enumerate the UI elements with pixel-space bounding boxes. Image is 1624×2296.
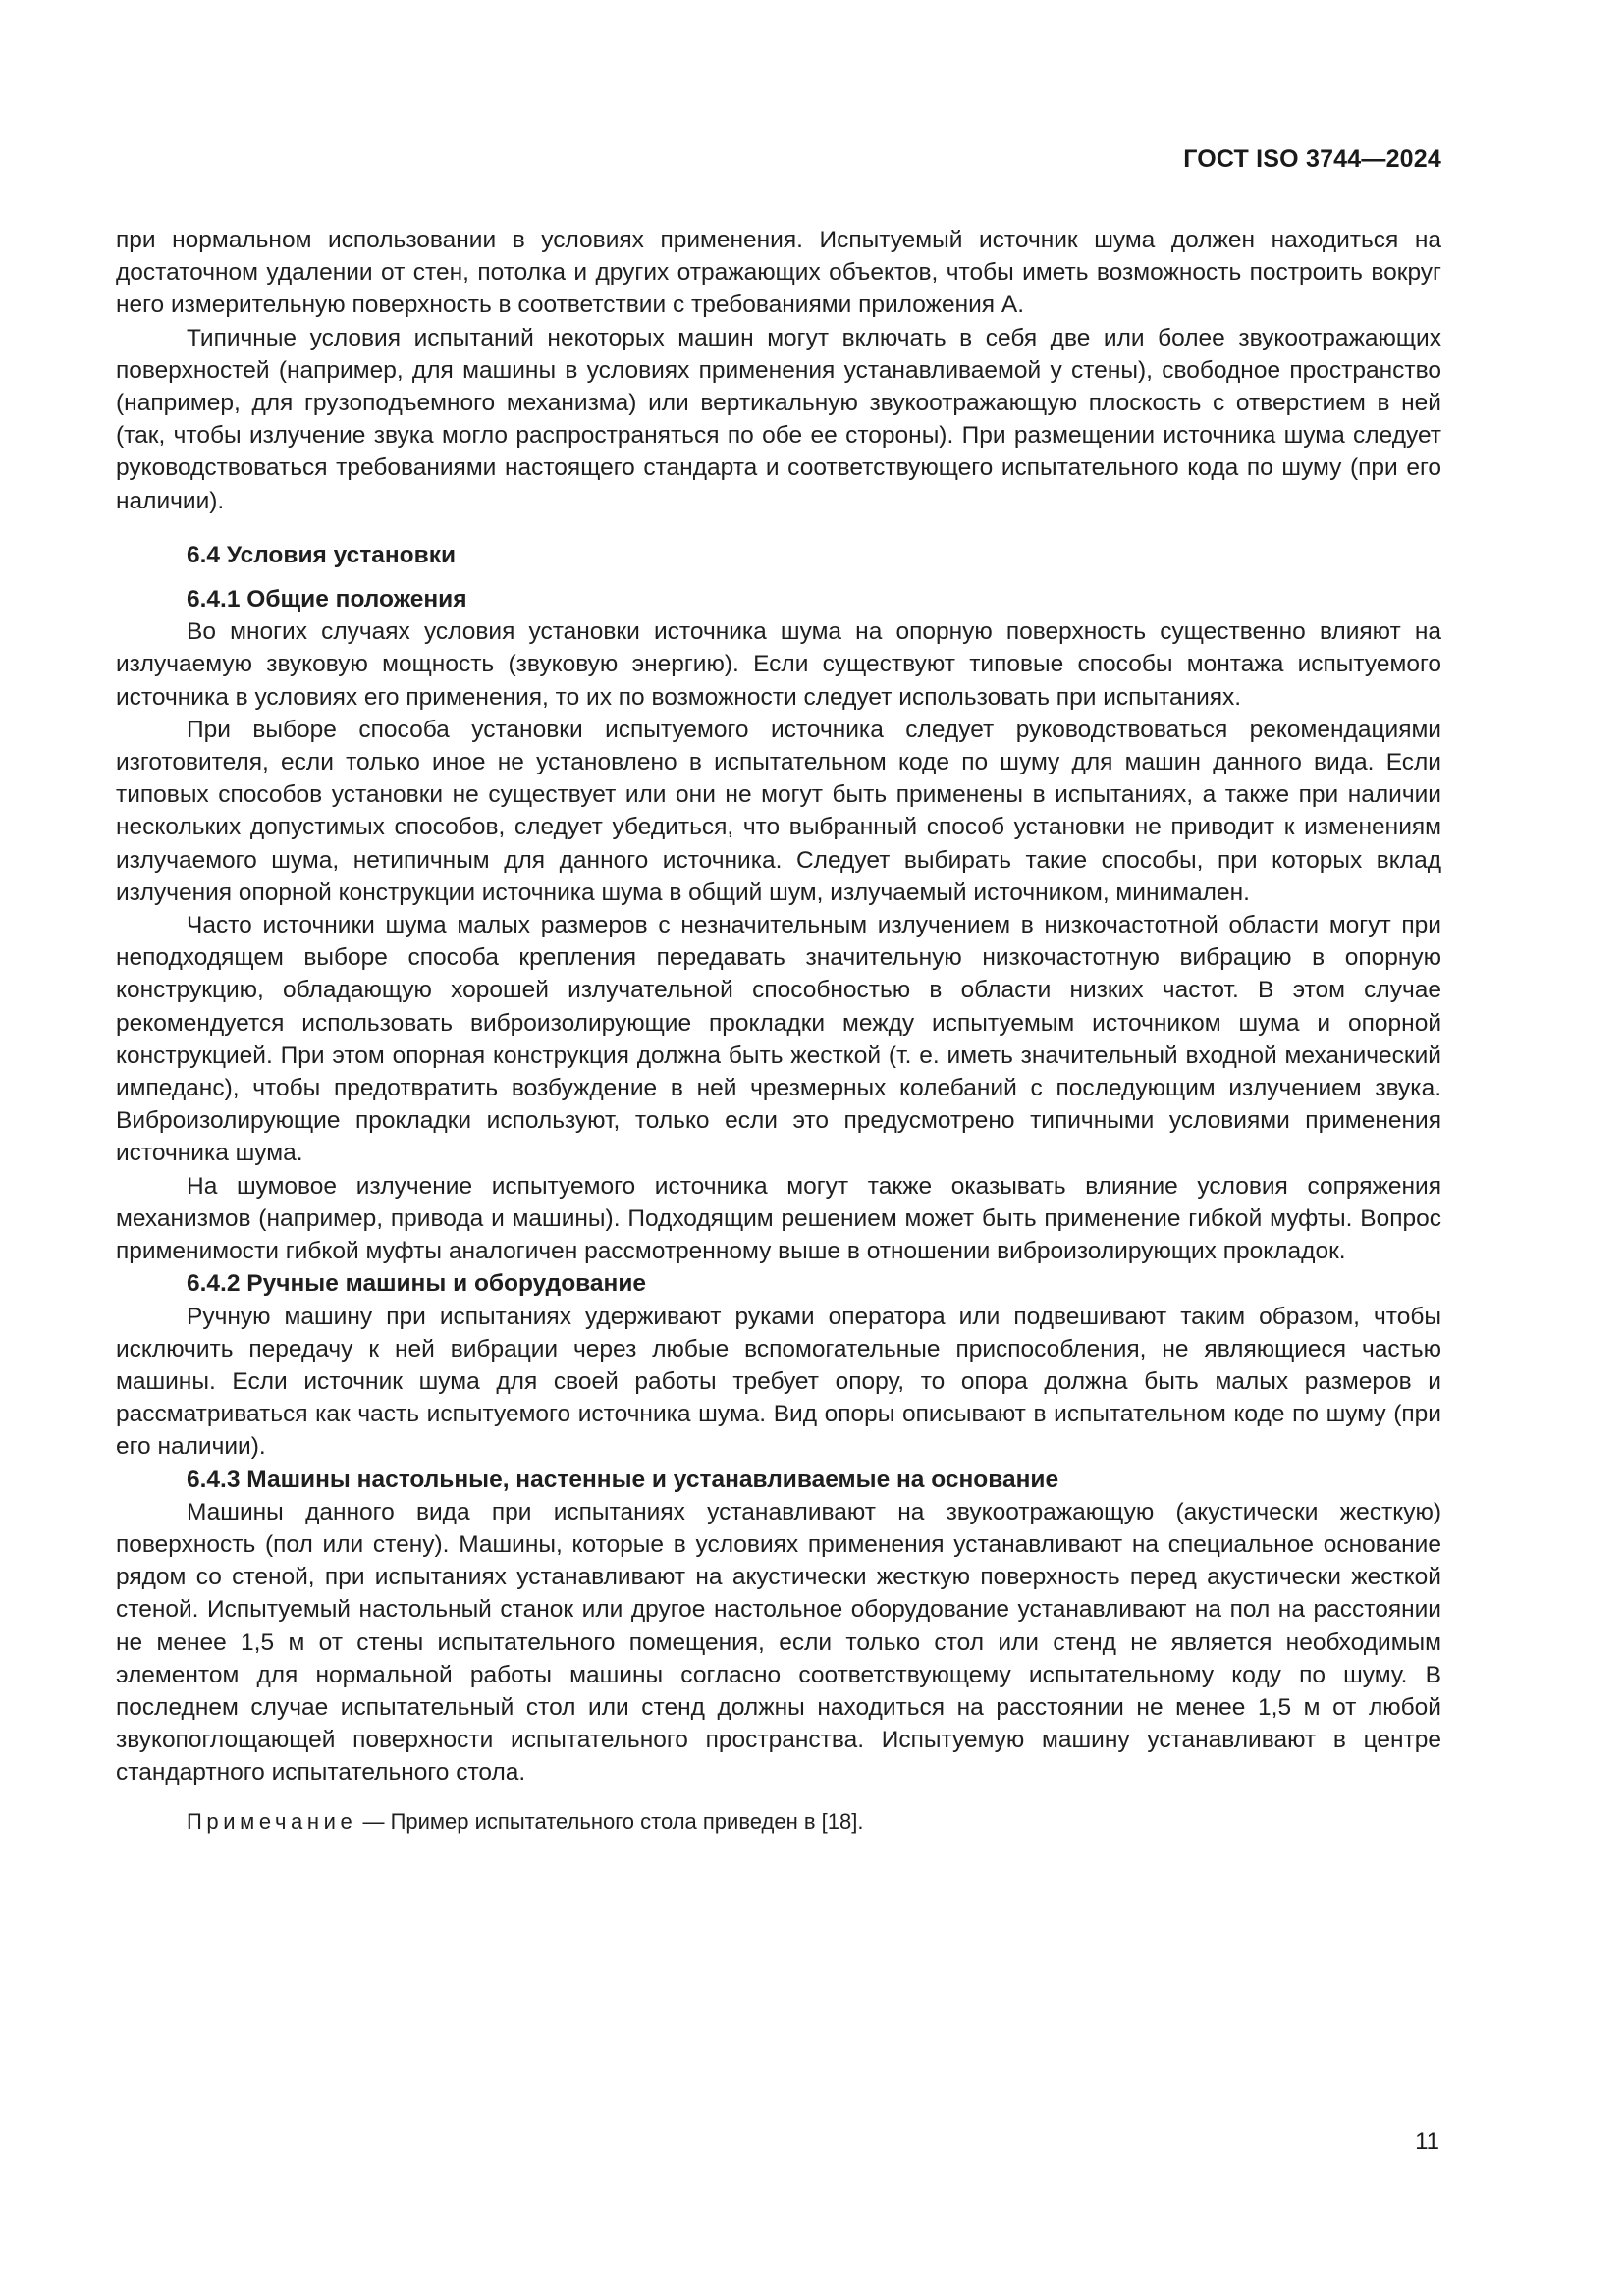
section-heading-6-4-1: 6.4.1 Общие положения: [187, 586, 467, 614]
document-body: [116, 224, 1441, 1837]
note: [116, 1807, 1441, 1837]
paragraph: при нормальном использовании в условиях применения. Испытуемый источник шума должен находиться на достаточном удалении от стен, потолка и других отражающих объектов, чтобы иметь возможность построить вокруг него измерительную поверхность в соответствии с требованиями приложения А.: [116, 227, 1441, 319]
paragraph: Машины данного вида при испытаниях устанавливают на звукоотражающую (акустически жесткую) поверхность (пол или стену). Машины, которые в условиях применения устанавливают на специальное основание рядом со стеной, при испытаниях устанавливают на акустически жесткую поверхность перед акустически жесткой стеной. Испытуемый настольный станок или другое настольное оборудование устанавливают на пол на расстоянии не менее 1,5 м от стены испытательного помещения, если только стол или стенд не является необходимым элементом для нормальной работы машины согласно соответствующему испытательному коду по шуму. В последнем случае испытательный стол или стенд должны находиться на расстоянии не менее 1,5 м от любой звукопоглощающей поверхности испытательного пространства. Испытуемую машину устанавливают в центре стандартного испытательного стола.: [116, 1498, 1441, 1787]
note-text: — Пример испытательного стола приведен в [18].: [356, 1808, 864, 1834]
page-number: 11: [1415, 2128, 1439, 2155]
paragraph: На шумовое излучение испытуемого источника могут также оказывать влияние условия сопряжения механизмов (например, привода и машины). Подходящим решением может быть применение гибкой муфты. Вопрос применимости гибкой муфты аналогичен рассмотренному выше в отношении виброизолирующих прокладок.: [116, 1172, 1441, 1265]
section-heading-6-4: 6.4 Условия установки: [187, 541, 457, 568]
paragraph: Во многих случаях условия установки источника шума на опорную поверхность существенно влияют на излучаемую звуковую мощность (звуковую энергию). Если существуют типовые способы монтажа испытуемого источника в условиях его применения, то их по возможности следует использовать при испытаниях.: [116, 618, 1441, 711]
paragraph: При выборе способа установки испытуемого источника следует руководствоваться рекомендациями изготовителя, если только иное не установлено в испытательном коде по шуму для машин данного вида. Если типовых способов установки не существует или они не могут быть применены в испытаниях, а также при наличии нескольких допустимых способов, следует убедиться, что выбранный способ установки не приводит к изменениям излучаемого шума, нетипичным для данного источника. Следует выбирать такие способы, при которых вклад излучения опорной конструкции источника шума в общий шум, излучаемый источником, минимален.: [116, 716, 1441, 906]
section-heading-6-4-2: 6.4.2 Ручные машины и оборудование: [187, 1270, 647, 1298]
paragraph: Типичные условия испытаний некоторых машин могут включать в себя две или более звукоотражающих поверхностей (например, для машины в условиях применения устанавливаемой у стены), свободное пространство (например, для грузоподъемного механизма) или вертикальную звукоотражающую плоскость с отверстием в ней (так, чтобы излучение звука могло распространяться по обе ее стороны). При размещении источника шума следует руководствоваться требованиями настоящего стандарта и соответствующего испытательного кода по шуму (при его наличии).: [116, 324, 1441, 514]
paragraph: Ручную машину при испытаниях удерживают руками оператора или подвешивают таким образом, чтобы исключить передачу к ней вибрации через любые вспомогательные приспособления, не являющиеся частью машины. Если источник шума для своей работы требует опору, то опора должна быть малых размеров и рассматриваться как часть испытуемого источника шума. Вид опоры описывают в испытательном коде по шуму (при его наличии).: [116, 1303, 1441, 1461]
section-heading-6-4-3: 6.4.3 Машины настольные, настенные и устанавливаемые на основание: [187, 1466, 1059, 1493]
document-header: ГОСТ ISO 3744—2024: [1183, 145, 1441, 173]
paragraph: Часто источники шума малых размеров с незначительным излучением в низкочастотной области могут при неподходящем выборе способа крепления передавать значительную низкочастотную вибрацию в опорную конструкцию, обладающую хорошей излучательной способностью в области низких частот. В этом случае рекомендуется использовать виброизолирующие прокладки между испытуемым источником шума и опорной конструкцией. При этом опорная конструкция должна быть жесткой (т. е. иметь значительный входной механический импеданс), чтобы предотвратить возбуждение в ней чрезмерных колебаний с последующим излучением звука. Виброизолирующие прокладки используют, только если это предусмотрено типичными условиями применения источника шума.: [116, 912, 1441, 1167]
note-label: Примечание: [187, 1808, 357, 1834]
